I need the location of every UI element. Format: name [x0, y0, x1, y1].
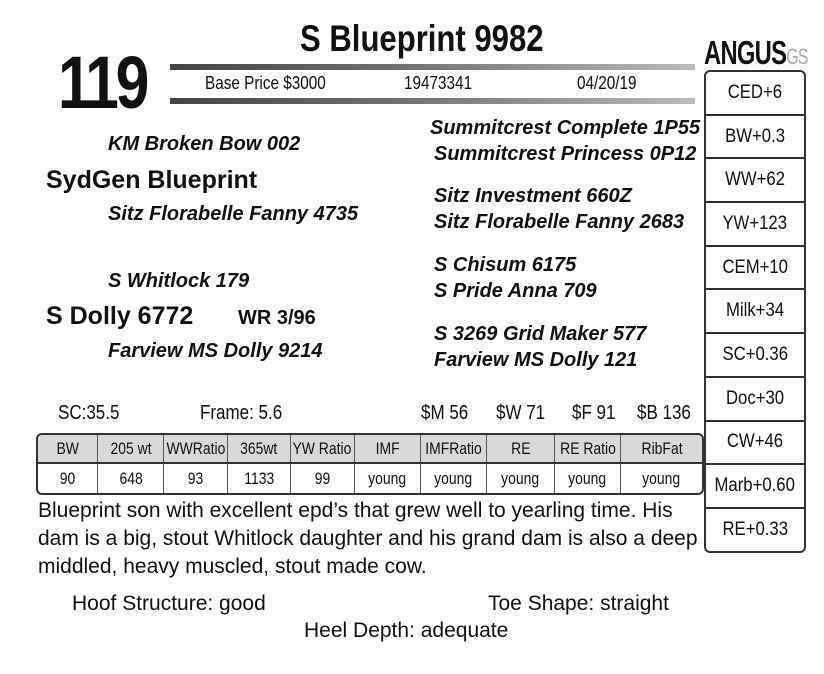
- lot-number: 119: [58, 41, 147, 124]
- epd-marb: Marb+0.60: [706, 465, 804, 509]
- table-header: IMF: [355, 435, 421, 462]
- description: Blueprint son with excellent epd’s that grew well to yearling time. His dam is a big, stout Whitlock daughter and his grand dam is also a deep middled, heavy muscled, stout made cow.: [38, 499, 698, 578]
- table-header: RE Ratio: [555, 435, 621, 462]
- epd-yw: YW+123: [706, 203, 804, 247]
- dam-sire-sire: S Chisum 6175: [434, 254, 577, 276]
- table-row: [38, 464, 702, 493]
- dam-dam-dam: Farview MS Dolly 121: [434, 349, 638, 371]
- table-cell: 648: [98, 464, 164, 493]
- table-header-row: [38, 435, 702, 464]
- sire-sire: KM Broken Bow 002: [108, 133, 301, 155]
- angus-logo: [704, 34, 808, 72]
- animal-name: S Blueprint 9982: [300, 18, 544, 59]
- epd-re: RE+0.33: [722, 518, 788, 540]
- sire-sire-dam: Summitcrest Princess 0P12: [434, 143, 697, 165]
- table-cell: young: [421, 464, 487, 493]
- dam: S Dolly 6772: [46, 302, 194, 330]
- header-rule-bottom: [170, 98, 695, 104]
- dam-sire-dam: S Pride Anna 709: [434, 280, 597, 302]
- table-cell: young: [642, 468, 681, 488]
- table-cell: 99: [291, 464, 355, 493]
- table-cell: 93: [164, 464, 228, 493]
- heel-depth: Heel Depth: adequate: [304, 619, 509, 642]
- sire: SydGen Blueprint: [46, 166, 258, 194]
- hoof-structure: Hoof Structure: good: [72, 592, 266, 615]
- epd-cem: CEM+10: [706, 247, 804, 291]
- table-cell: young: [355, 464, 421, 493]
- epd-cw: CW+46: [706, 422, 804, 466]
- registration-number: 19473341: [404, 73, 473, 93]
- logo-suffix: GS: [786, 44, 808, 69]
- header-rule-top: [170, 64, 695, 70]
- table-cell: young: [487, 464, 555, 493]
- index-m: $M 56: [421, 402, 469, 424]
- table-header: RibFat: [641, 438, 683, 458]
- scrotal-circumference: SC:35.5: [58, 402, 120, 424]
- logo-main: ANGUS: [704, 34, 787, 71]
- base-price: Base Price $3000: [205, 73, 326, 93]
- sire-sire-sire: Summitcrest Complete 1P55: [430, 117, 701, 139]
- sire-dam: Sitz Florabelle Fanny 4735: [108, 203, 359, 225]
- epd-sc: SC+0.36: [706, 334, 804, 378]
- dam-note: WR 3/96: [238, 307, 316, 329]
- table-cell: young: [555, 464, 621, 493]
- performance-table: [36, 433, 704, 495]
- table-header: BW: [38, 435, 98, 462]
- epd-ced: CED+6: [706, 72, 804, 116]
- frame-score: Frame: 5.6: [200, 402, 283, 424]
- epd-milk: Milk+34: [706, 290, 804, 334]
- table-cell: 1133: [228, 464, 290, 493]
- birth-date: 04/20/19: [577, 73, 637, 93]
- table-header: RE: [487, 435, 555, 462]
- index-f: $F 91: [572, 402, 616, 424]
- table-header: 365wt: [228, 435, 290, 462]
- epd-ww: WW+62: [706, 159, 804, 203]
- table-header: 205 wt: [98, 435, 164, 462]
- sire-dam-dam: Sitz Florabelle Fanny 2683: [434, 211, 685, 233]
- toe-shape: Toe Shape: straight: [488, 592, 669, 615]
- dam-dam-sire: S 3269 Grid Maker 577: [434, 323, 647, 345]
- table-header: YW Ratio: [291, 435, 355, 462]
- dam-sire: S Whitlock 179: [108, 270, 250, 292]
- epd-bw: BW+0.3: [706, 116, 804, 160]
- table-cell: 90: [38, 464, 98, 493]
- sire-dam-sire: Sitz Investment 660Z: [434, 185, 632, 207]
- dam-dam: Farview MS Dolly 9214: [108, 340, 323, 362]
- index-w: $W 71: [496, 402, 546, 424]
- table-header: IMFRatio: [421, 435, 487, 462]
- epd-panel: [704, 70, 806, 553]
- epd-doc: Doc+30: [706, 378, 804, 422]
- table-header: WWRatio: [164, 435, 228, 462]
- index-b: $B 136: [637, 402, 691, 424]
